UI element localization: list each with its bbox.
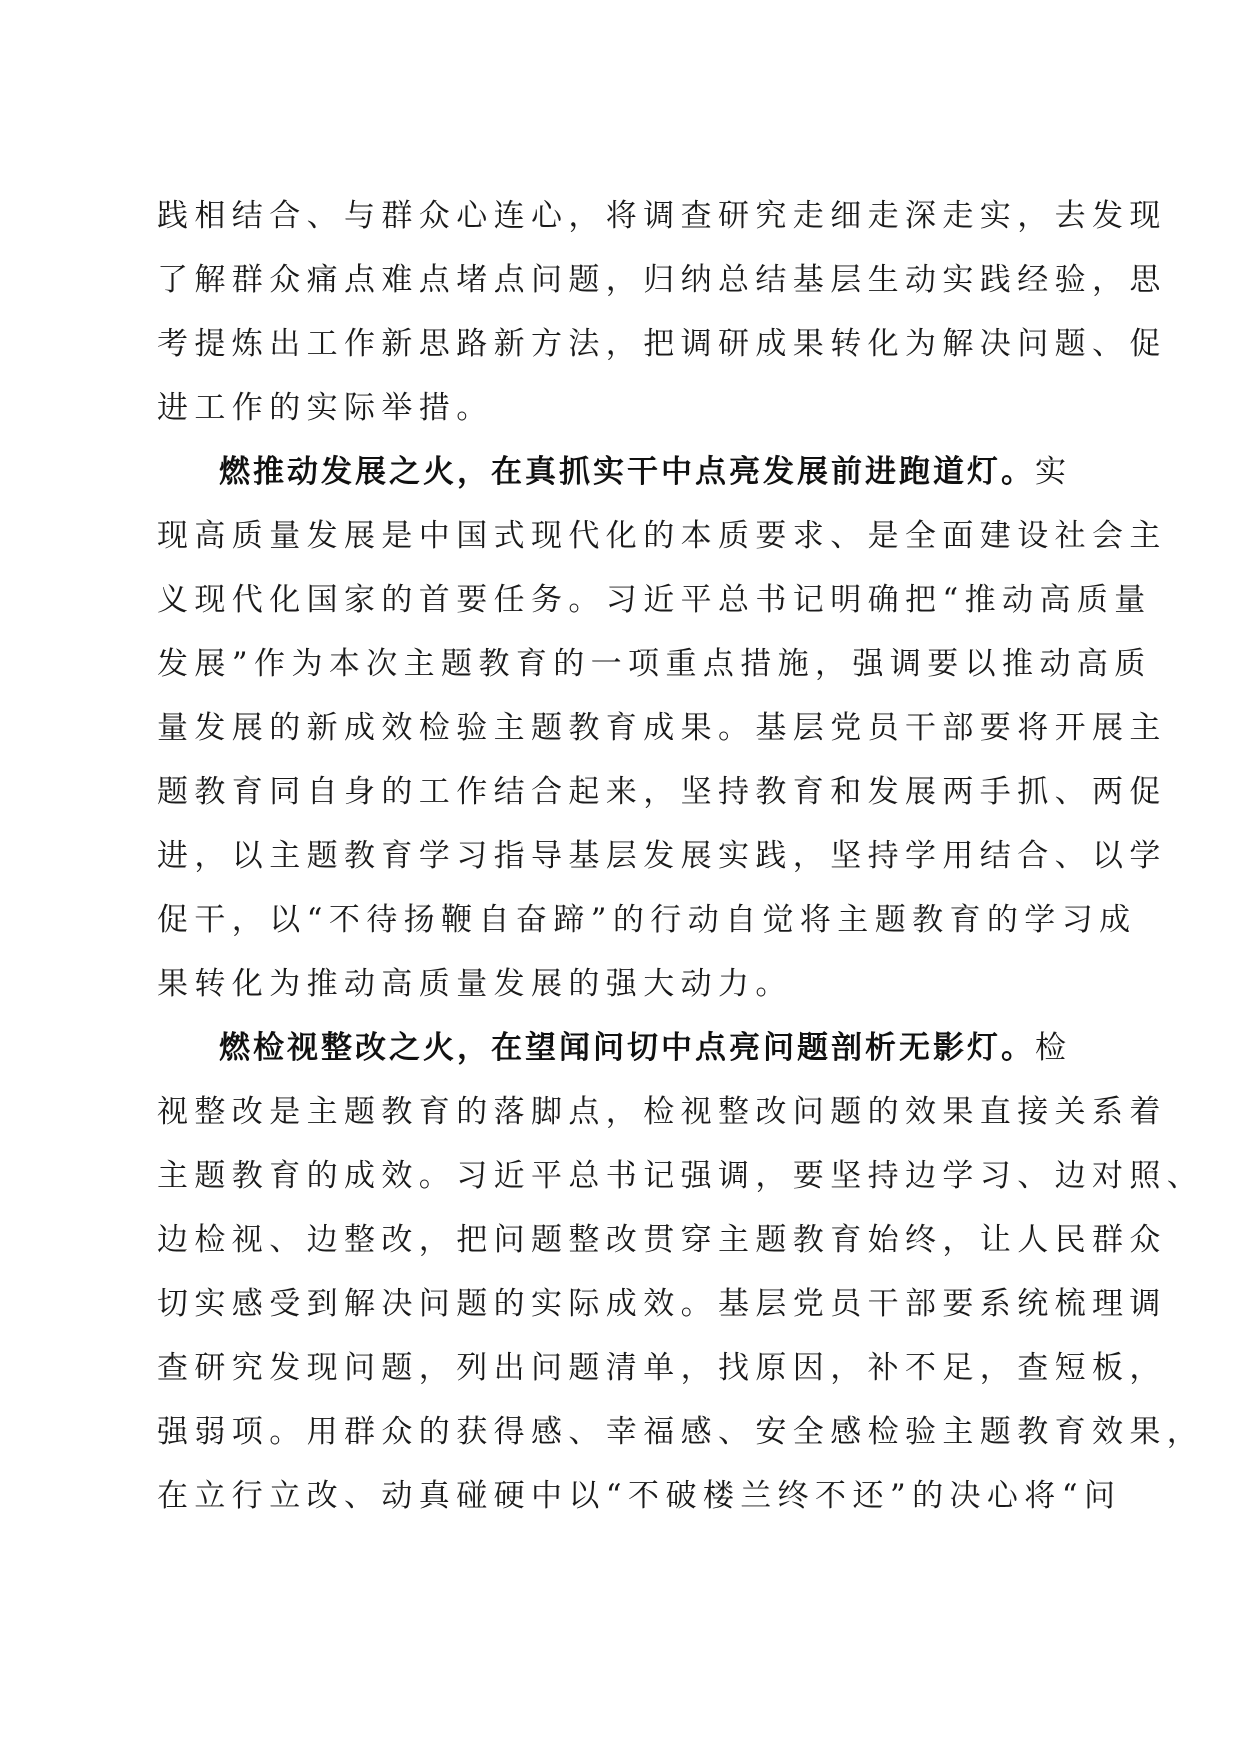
text-line: 了解群众痛点难点堵点问题，归纳总结基层生动实践经验，思 xyxy=(157,262,1167,298)
paragraph-line xyxy=(219,1016,1072,1080)
text-line: 题教育同自身的工作结合起来，坚持教育和发展两手抓、两促 xyxy=(157,774,1167,810)
text-line: 主题教育的成效。习近平总书记强调，要坚持边学习、边对照、 xyxy=(157,1158,1205,1194)
text-line: 促干，以“不待扬鞭自奋蹄”的行动自觉将主题教育的学习成 xyxy=(157,902,1137,938)
text-line: 在立行立改、动真碰硬中以“不破楼兰终不还”的决心将“问 xyxy=(157,1478,1122,1514)
paragraph-line xyxy=(219,440,1072,504)
text-line: 边检视、边整改，把问题整改贯穿主题教育始终，让人民群众 xyxy=(157,1222,1167,1258)
section-heading: 燃推动发展之火，在真抓实干中点亮发展前进跑道灯。 xyxy=(219,454,1035,490)
text-line: 发展”作为本次主题教育的一项重点措施，强调要以推动高质 xyxy=(157,646,1152,682)
text-line: 强弱项。用群众的获得感、幸福感、安全感检验主题教育效果， xyxy=(157,1414,1205,1450)
text-line: 进工作的实际举措。 xyxy=(157,390,494,426)
section-heading: 燃检视整改之火，在望闻问切中点亮问题剖析无影灯。 xyxy=(219,1030,1035,1066)
paragraph-text: 检 xyxy=(1035,1030,1073,1066)
text-line: 视整改是主题教育的落脚点，检视整改问题的效果直接关系着 xyxy=(157,1094,1167,1130)
text-line: 果转化为推动高质量发展的强大动力。 xyxy=(157,966,793,1002)
text-line: 践相结合、与群众心连心，将调查研究走细走深走实，去发现 xyxy=(157,198,1167,234)
text-line: 量发展的新成效检验主题教育成果。基层党员干部要将开展主 xyxy=(157,710,1167,746)
text-line: 义现代化国家的首要任务。习近平总书记明确把“推动高质量 xyxy=(157,582,1152,618)
text-line: 切实感受到解决问题的实际成效。基层党员干部要系统梳理调 xyxy=(157,1286,1167,1322)
paragraph-text: 实 xyxy=(1035,454,1073,490)
text-line: 现高质量发展是中国式现代化的本质要求、是全面建设社会主 xyxy=(157,518,1167,554)
text-line: 考提炼出工作新思路新方法，把调研成果转化为解决问题、促 xyxy=(157,326,1167,362)
text-line: 查研究发现问题，列出问题清单，找原因，补不足，查短板， xyxy=(157,1350,1167,1386)
text-line: 进，以主题教育学习指导基层发展实践，坚持学用结合、以学 xyxy=(157,838,1167,874)
